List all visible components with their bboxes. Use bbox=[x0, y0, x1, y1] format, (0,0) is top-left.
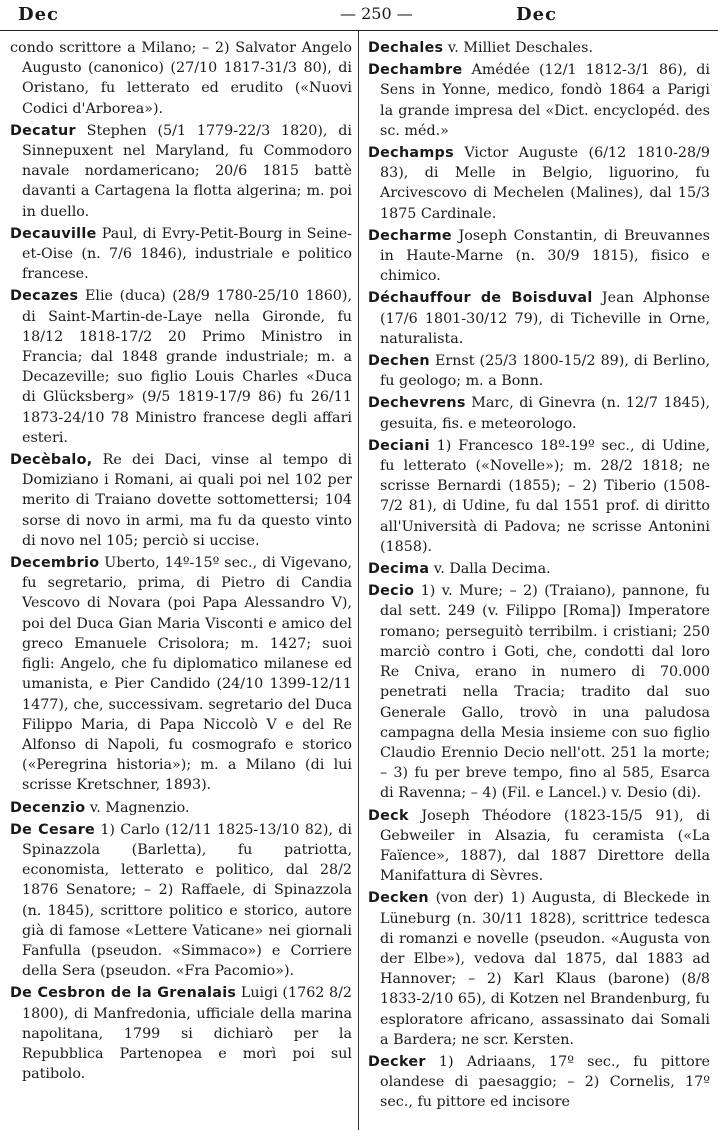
entry: Decazes Elie (duca) (28/9 1780-25/10 1860), di Saint-Martin-de-Laye nella Gironde, fu 18/12 1818-17/2 20 Primo Ministro in Francia; dal 1848 grande industriale; m. a Decazeville; suo figlio Louis Charles «Duca di Glücksberg» (9/5 1819-17/9 86) fu 26/11 1873-24/10 78 Ministro francese degli affari esteri. bbox=[10, 288, 353, 446]
entry: Deck Joseph Théodore (1823-15/5 91), di Gebweiler in Alsazia, fu ceramista («La Faïence», 1887), dal 1887 Direttore della Manifattura di Sèvres. bbox=[368, 807, 710, 885]
left-column bbox=[10, 38, 352, 1086]
entry: Decatur Stephen (5/1 1779-22/3 1820), di Sinnepuxent nel Maryland, fu Commodoro navale nordamericano; 20/6 1815 battè davanti a Cartagena la flotta algerina; m. poi in duello. bbox=[10, 122, 352, 220]
entry: condo scrittore a Milano; – 2) Salvator Angelo Augusto (canonico) (27/10 1817-31/3 80), di Oristano, fu letterato ed erudito («Nuovi Codici d'Arborea»). bbox=[10, 40, 352, 117]
entry: Decembrio Uberto, 14º-15º sec., di Vigevano, fu segretario, prima, di Pietro di Candia Vescovo di Novara (poi Papa Alessandro V), poi del Duca Gian Maria Visconti e amico del greco Emanuele Crisolora; m. 1427; suoi figli: Angelo, che fu diplomatico milanese ed umanista, e Pier Candido (24/10 1399-12/11 1477), che, successivam. segretario del Duca Filippo Maria, di Papa Niccolò V e del Re Alfonso di Napoli, fu cosmografo e storico («Peregrina historia»); m. a Milano (di lui scrisse Kretschner, 1893). bbox=[10, 555, 352, 794]
entry: Dechales v. Milliet Deschales. bbox=[368, 40, 593, 56]
right-column bbox=[368, 38, 710, 1115]
entry: Decken (von der) 1) Augusta, di Bleckede in Lüneburg (n. 30/11 1828), scrittrice tedesca di romanzi e novelle (pseudon. «Augusta von der Elbe»), vedova dal 1875, dal 1883 ad Hannover; – 2) Karl Klaus (barone) (8/8 1833-2/10 65), di Kotzen nel Brandenburg, fu esploratore africano, assassinato dai Somali a Bardera; ne scr. Kersten. bbox=[368, 890, 711, 1048]
running-head-left: Dec bbox=[18, 4, 60, 25]
entry: Decauville Paul, di Evry-Petit-Bourg in Seine-et-Oise (n. 7/6 1846), industriale e politico francese. bbox=[10, 225, 352, 283]
entry: Decker 1) Adriaans, 17º sec., fu pittore olandese di paesaggio; – 2) Cornelis, 17º sec., fu pittore ed incisore bbox=[368, 1053, 711, 1111]
entry: Dechen Ernst (25/3 1800-15/2 89), di Berlino, fu geologo; m. a Bonn. bbox=[368, 353, 710, 390]
entry: Decèbalo, Re dei Daci, vinse al tempo di Domiziano i Romani, ai quali poi nel 102 per merito di Traiano dovette sottomettersi; 104 sorse di novo in armi, ma fu da questo vinto di novo nel 105; perciò si uccise. bbox=[10, 452, 352, 549]
column-divider bbox=[358, 30, 359, 1130]
entry: Decharme Joseph Constantin, di Breuvannes in Haute-Marne (n. 30/9 1815), fisico e chimico. bbox=[368, 227, 710, 285]
entry: Deciani 1) Francesco 18º-19º sec., di Udine, fu letterato («Novelle»); m. 28/2 1818; ne scrisse Bernardi (1855); – 2) Tiberio (1508-7/2 81), di Udine, fu dal 1551 prof. di diritto all'Università di Padova; ne scrisse Antonini (1858). bbox=[368, 437, 710, 555]
entry: Déchauffour de Boisduval Jean Alphonse (17/6 1801-30/12 79), di Ticheville in Orne, naturalista. bbox=[368, 290, 711, 347]
entry: Decenzio v. Magnenzio. bbox=[10, 799, 190, 816]
entry: De Cesare 1) Carlo (12/11 1825-13/10 82), di Spinazzola (Barletta), fu patriotta, economista, letterato e politico, dal 28/2 1876 Senatore; – 2) Raffaele, di Spinazzola (n. 1845), scrittore politico e storico, autore già di famose «Lettere Vaticane» nei giornali Fanfulla (pseudon. «Simmaco») e Corriere della Sera (pseudon. «Fra Pacomio»). bbox=[10, 821, 353, 980]
entry: Dechambre Amédée (12/1 1812-3/1 86), di Sens in Yonne, medico, fondò 1864 a Parigi la grande impresa del «Dict. encyclopéd. des sc. méd.» bbox=[368, 62, 711, 139]
page-number: — 250 — bbox=[340, 4, 413, 23]
entry: Dechevrens Marc, di Ginevra (n. 12/7 1845), gesuita, fis. e meteorologo. bbox=[368, 395, 711, 432]
page-header bbox=[0, 0, 718, 31]
entry: Dechamps Victor Auguste (6/12 1810-28/9 83), di Melle in Belgio, liguorino, fu Arcivescovo di Mechelen (Malines), dal 15/3 1875 Cardinale. bbox=[368, 145, 710, 222]
entry: De Cesbron de la Grenalais Luigi (1762 8/2 1800), di Manfredonia, ufficiale della marina napolitana, 1799 si dichiarò per la Repubblica Partenopea e morì poi sul patibolo. bbox=[10, 985, 352, 1083]
entry: Decima v. Dalla Decima. bbox=[368, 561, 551, 578]
running-head-right: Dec bbox=[516, 4, 558, 25]
entry: Decio 1) v. Mure; – 2) (Traiano), pannone, fu dal sett. 249 (v. Filippo [Roma]) Imperatore romano; perseguitò terribilm. i cristiani; 250 marciò contro i Goti, che, condotti dal loro Re Cniva, erano in numero di 70.000 penetrati nella Tracia; tradito dal suo Generale Gallo, trovò in una paludosa campagna della Mesia insieme con suo figlio Claudio Erennio Decio nell'ott. 251 la morte; – 3) fu per breve tempo, fino al 585, Esarca di Ravenna; – 4) (Fil. e Lancel.) v. Desio (di). bbox=[368, 583, 711, 802]
